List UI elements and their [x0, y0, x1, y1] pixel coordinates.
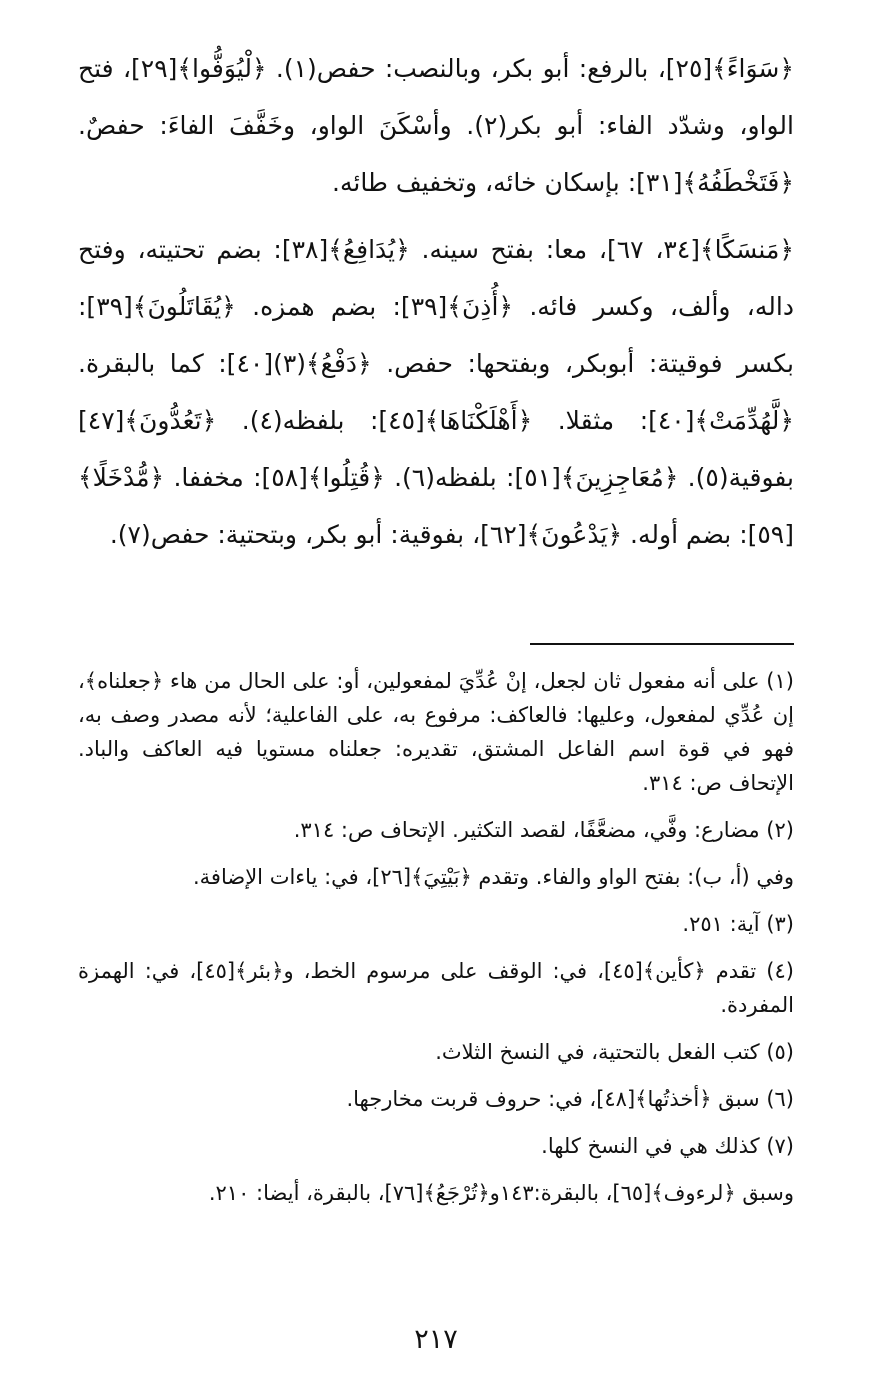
page-number: ٢١٧ — [414, 1324, 458, 1355]
footnote-5: (٥) كتب الفعل بالتحتية، في النسخ الثلاث. — [435, 1040, 794, 1064]
main-paragraph-2: ﴿مَنسَكًا﴾[٣٤، ٦٧]، معا: بفتح سينه. ﴿يُدَافِعُ﴾[٣٨]: بضم تحتيته، وفتح داله، وألف، وكسر فائه. ﴿أُذِنَ﴾[٣٩]: بضم همزه. ﴿يُقَاتَلُونَ﴾[٣٩]: بكسر فوقيتة: أبوبكر، وبفتحها: حفص. ﴿دَفْعُ﴾(٣)[٤٠]: كما بالبقرة. ﴿لَّهُدِّمَتْ﴾[٤٠]: مثقلا. ﴿أَهْلَكْنَاهَا﴾[٤٥]: بلفظه(٤). ﴿تَعُدُّونَ﴾[٤٧] بفوقية(٥). ﴿مُعَاجِزِينَ﴾[٥١]: بلفظه(٦). ﴿قُتِلُوا﴾[٥٨]: مخففا. ﴿مُّدْخَلًا﴾[٥٩]: بضم أوله. ﴿يَدْعُونَ﴾[٦٢]، بفوقية: أبو بكر، وبتحتية: حفص(٧). — [78, 235, 795, 549]
footnote-2: (٢) مضارع: وفَّي، مضعَّفًا، لقصد التكثير. الإتحاف ص: ٣١٤. — [293, 818, 794, 842]
footnote-1: (١) على أنه مفعول ثان لجعل، إنْ عُدِّيَ لمفعولين، أو: على الحال من هاء ﴿جعلناه﴾، إن عُدِّي لمفعول، وعليها: فالعاكف: مرفوع به، على الفاعلية؛ لأنه مصدر وصف به، فهو في قوة اسم الفاعل المشتق، تقديره: جعلناه مستويا فيه العاكف والباد. الإتحاف ص: ٣١٤. — [78, 669, 794, 795]
main-text — [78, 40, 794, 563]
footnote-7: (٧) كذلك هي في النسخ كلها. — [541, 1134, 794, 1158]
footnote-2-continuation: وفي (أ، ب): بفتح الواو والفاء. وتقدم ﴿بَيْتِيَ﴾[٢٦]، في: ياءات الإضافة. — [193, 865, 794, 889]
footnote-7-continuation: وسبق ﴿لرءوف﴾[٦٥]، بالبقرة:١٤٣و﴿تُرْجَعُ﴾[٧٦]، بالبقرة، أيضا: ٢١٠. — [208, 1181, 794, 1205]
book-page — [78, 40, 794, 1360]
main-paragraph-1: ﴿سَوَاءً﴾[٢٥]، بالرفع: أبو بكر، وبالنصب: حفص(١). ﴿لْيُوَفُّوا﴾[٢٩]، فتح الواو، وشدّد الفاء: أبو بكر(٢). وأسْكَنَ الواو، وخَفَّفَ الفاءَ: حفصٌ. ﴿فَتَخْطَفُهُ﴾[٣١]: بإسكان خائه، وتخفيف طائه. — [78, 54, 795, 197]
footnote-divider — [530, 643, 794, 645]
footnote-6: (٦) سبق ﴿أخذتُها﴾[٤٨]، في: حروف قربت مخارجها. — [346, 1087, 794, 1111]
footnote-3: (٣) آية: ٢٥١. — [682, 912, 794, 936]
footnote-4: (٤) تقدم ﴿كأين﴾[٤٥]، في: الوقف على مرسوم الخط، و﴿بئر﴾[٤٥]، في: الهمزة المفردة. — [78, 959, 794, 1017]
footnotes-section — [78, 664, 794, 1223]
